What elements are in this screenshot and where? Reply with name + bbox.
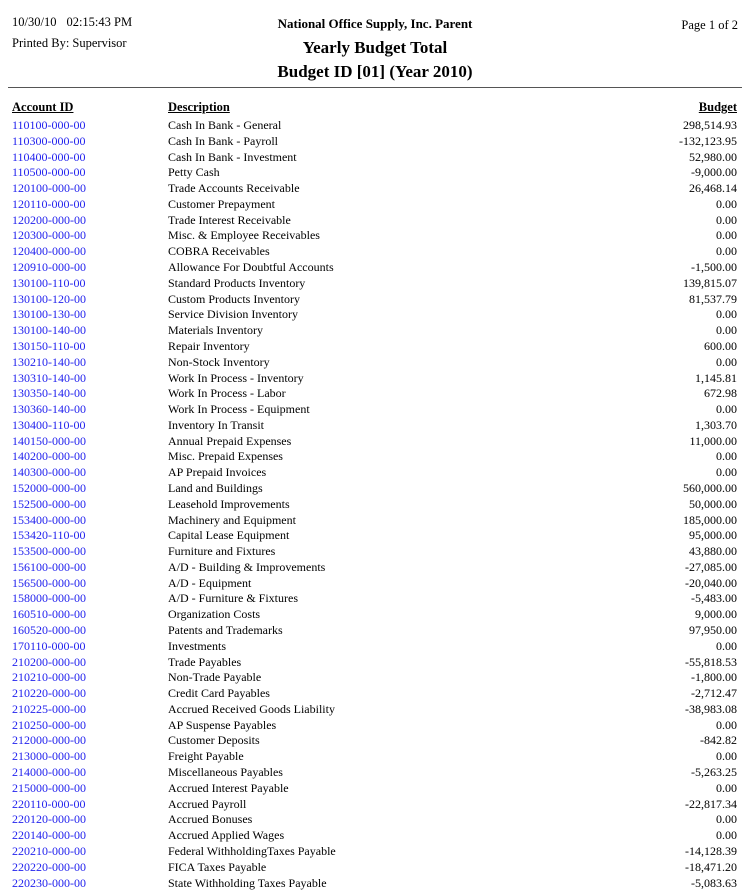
column-header-description: Description (168, 100, 230, 114)
account-id-link[interactable]: 170110-000-00 (12, 638, 86, 653)
account-description: Federal WithholdingTaxes Payable (168, 843, 336, 858)
company-name: National Office Supply, Inc. Parent (277, 16, 473, 31)
budget-amount: -14,128.39 (685, 843, 737, 858)
budget-amount: 9,000.00 (695, 607, 737, 622)
account-description: AP Suspense Payables (168, 717, 277, 732)
budget-amount: -1,500.00 (691, 260, 737, 275)
report-title: Yearly Budget Total (302, 38, 448, 57)
budget-amount: 0.00 (716, 354, 737, 369)
account-description: Accrued Interest Payable (168, 780, 289, 795)
account-description: Patents and Trademarks (168, 623, 283, 637)
account-description: Trade Payables (168, 654, 242, 669)
account-id-link[interactable]: 130210-140-00 (12, 354, 86, 369)
print-date: 10/30/10 (12, 15, 57, 29)
account-id-link[interactable]: 110400-000-00 (12, 149, 86, 164)
table-row (0, 513, 750, 529)
table-row (0, 402, 750, 418)
account-id-link[interactable]: 130310-140-00 (12, 370, 86, 385)
account-id-link[interactable]: 153500-000-00 (12, 544, 86, 559)
table-row (0, 386, 750, 402)
account-description: Trade Accounts Receivable (168, 181, 300, 196)
table-row (0, 449, 750, 465)
budget-amount: -18,471.20 (685, 859, 737, 874)
account-id-link[interactable]: 210250-000-00 (12, 717, 86, 732)
account-id-link[interactable]: 140200-000-00 (12, 449, 86, 464)
account-id-link[interactable]: 120400-000-00 (12, 244, 86, 259)
account-id-link[interactable]: 220140-000-00 (12, 828, 86, 843)
account-description: Accrued Payroll (168, 796, 247, 811)
account-description: Furniture and Fixtures (168, 544, 276, 559)
table-row (0, 718, 750, 734)
account-id-link[interactable]: 152000-000-00 (12, 480, 86, 495)
account-id-link[interactable]: 140150-000-00 (12, 433, 86, 448)
account-id-link[interactable]: 110500-000-00 (12, 165, 86, 180)
table-row (0, 702, 750, 718)
budget-amount: -1,800.00 (691, 670, 737, 685)
table-row (0, 544, 750, 560)
account-description: Non-Stock Inventory (168, 354, 270, 369)
budget-amount: 95,000.00 (689, 528, 737, 543)
account-description: Work In Process - Equipment (168, 402, 310, 417)
account-description: Customer Prepayment (168, 196, 275, 211)
account-id-link[interactable]: 110100-000-00 (12, 118, 86, 132)
table-row (0, 197, 750, 213)
account-description: A/D - Equipment (168, 575, 252, 590)
report-subtitle: Budget ID [01] (Year 2010) (277, 62, 473, 81)
account-description: Annual Prepaid Expenses (168, 433, 292, 448)
table-row (0, 481, 750, 497)
budget-amount: 0.00 (716, 244, 737, 259)
account-description: Service Division Inventory (168, 307, 298, 322)
account-id-link[interactable]: 210220-000-00 (12, 686, 86, 701)
budget-amount: 0.00 (716, 812, 737, 827)
account-id-link[interactable]: 156100-000-00 (12, 559, 86, 574)
account-description: Work In Process - Inventory (168, 370, 304, 385)
account-id-link[interactable]: 120110-000-00 (12, 196, 86, 211)
budget-amount: -132,123.95 (679, 133, 737, 148)
account-description: Custom Products Inventory (168, 291, 300, 306)
account-description: Accrued Received Goods Liability (168, 701, 335, 716)
table-row (0, 576, 750, 592)
account-id-link[interactable]: 160520-000-00 (12, 623, 86, 637)
account-description: Freight Payable (168, 749, 244, 764)
table-row (0, 181, 750, 197)
account-id-link[interactable]: 153420-110-00 (12, 528, 86, 543)
account-description: Cash In Bank - Payroll (168, 133, 278, 148)
account-id-link[interactable]: 120200-000-00 (12, 212, 86, 227)
account-description: Miscellaneous Payables (168, 765, 283, 780)
table-row (0, 307, 750, 323)
account-description: Trade Interest Receivable (168, 212, 291, 227)
account-id-link[interactable]: 210225-000-00 (12, 701, 86, 716)
table-row (0, 434, 750, 450)
account-id-link[interactable]: 130400-110-00 (12, 417, 86, 432)
budget-amount: -5,483.00 (691, 591, 737, 606)
table-row (0, 733, 750, 749)
account-id-link[interactable]: 130360-140-00 (12, 402, 86, 417)
column-header-account-id: Account ID (12, 100, 74, 114)
table-row (0, 150, 750, 166)
account-id-link[interactable]: 156500-000-00 (12, 575, 86, 590)
budget-amount: -55,818.53 (685, 654, 737, 669)
account-id-link[interactable]: 130150-110-00 (12, 338, 86, 353)
account-description: Inventory In Transit (168, 417, 264, 432)
table-row (0, 781, 750, 797)
budget-amount: 0.00 (716, 307, 737, 322)
account-id-link[interactable]: 130100-130-00 (12, 307, 86, 322)
account-description: Petty Cash (168, 165, 220, 180)
account-id-link[interactable]: 215000-000-00 (12, 780, 86, 795)
account-description: Misc. Prepaid Expenses (168, 449, 283, 464)
budget-amount: 185,000.00 (683, 512, 737, 527)
account-id-link[interactable]: 210200-000-00 (12, 654, 86, 669)
budget-amount: 97,950.00 (689, 623, 737, 637)
account-description: Credit Card Payables (168, 686, 270, 701)
print-time: 02:15:43 PM (66, 15, 133, 29)
account-id-link[interactable]: 110300-000-00 (12, 133, 86, 148)
account-id-link[interactable]: 130100-110-00 (12, 275, 86, 290)
account-description: Land and Buildings (168, 480, 263, 495)
account-description: FICA Taxes Payable (168, 859, 267, 874)
table-row (0, 355, 750, 371)
account-id-link[interactable]: 220230-000-00 (12, 875, 86, 890)
page-number-label: Page 1 of 2 (681, 18, 738, 32)
account-description: Work In Process - Labor (168, 386, 286, 401)
table-row (0, 323, 750, 339)
table-row (0, 655, 750, 671)
table-row (0, 591, 750, 607)
budget-amount: 43,880.00 (689, 544, 737, 559)
account-description: Accrued Applied Wages (168, 828, 285, 843)
budget-amount: -9,000.00 (691, 165, 737, 180)
account-description: Customer Deposits (168, 733, 260, 748)
budget-amount: 0.00 (716, 717, 737, 732)
table-row (0, 812, 750, 828)
budget-amount: 81,537.79 (689, 291, 737, 306)
budget-amount: -5,263.25 (691, 765, 737, 780)
table-row (0, 213, 750, 229)
budget-amount: 0.00 (716, 465, 737, 480)
budget-amount: 1,303.70 (695, 417, 737, 432)
account-id-link[interactable]: 220220-000-00 (12, 859, 86, 874)
table-row (0, 228, 750, 244)
table-row (0, 118, 750, 134)
budget-amount: 0.00 (716, 228, 737, 243)
account-description: Non-Trade Payable (168, 670, 262, 685)
table-row (0, 165, 750, 181)
budget-amount: 672.98 (704, 386, 737, 401)
account-id-link[interactable]: 153400-000-00 (12, 512, 86, 527)
budget-amount: 0.00 (716, 780, 737, 795)
account-id-link[interactable]: 220120-000-00 (12, 812, 86, 827)
table-row (0, 844, 750, 860)
table-row (0, 371, 750, 387)
account-id-link[interactable]: 120100-000-00 (12, 181, 86, 196)
account-description: Cash In Bank - Investment (168, 149, 297, 164)
budget-amount: 0.00 (716, 323, 737, 338)
account-description: State Withholding Taxes Payable (168, 875, 327, 890)
account-id-link[interactable]: 220210-000-00 (12, 843, 86, 858)
table-row (0, 686, 750, 702)
table-row (0, 134, 750, 150)
account-id-link[interactable]: 140300-000-00 (12, 465, 86, 480)
table-row (0, 339, 750, 355)
account-id-link[interactable]: 160510-000-00 (12, 607, 86, 622)
column-header-budget: Budget (698, 100, 737, 114)
account-description: Leasehold Improvements (168, 496, 290, 511)
account-description: Accrued Bonuses (168, 812, 253, 827)
account-description: Allowance For Doubtful Accounts (168, 260, 334, 275)
budget-amount: 11,000.00 (689, 433, 737, 448)
budget-amount: -22,817.34 (685, 796, 737, 811)
table-row (0, 607, 750, 623)
budget-amount: 1,145.81 (695, 370, 737, 385)
table-row (0, 860, 750, 876)
account-description: Misc. & Employee Receivables (168, 228, 320, 243)
table-row (0, 765, 750, 781)
budget-amount: 139,815.07 (683, 275, 737, 290)
table-row (0, 497, 750, 513)
account-id-link[interactable]: 210210-000-00 (12, 670, 86, 685)
account-description: Materials Inventory (168, 323, 263, 338)
account-description: Organization Costs (168, 607, 261, 622)
budget-amount: -27,085.00 (685, 559, 737, 574)
budget-amount: -842.82 (700, 733, 737, 748)
budget-amount: 560,000.00 (683, 480, 737, 495)
account-id-link[interactable]: 130100-140-00 (12, 323, 86, 338)
budget-amount: 0.00 (716, 196, 737, 211)
account-id-link[interactable]: 120910-000-00 (12, 260, 86, 275)
account-description: A/D - Building & Improvements (168, 559, 326, 574)
account-id-link[interactable]: 120300-000-00 (12, 228, 86, 243)
account-id-link[interactable]: 130350-140-00 (12, 386, 86, 401)
header-divider (8, 87, 742, 88)
table-row (0, 528, 750, 544)
budget-amount: 0.00 (716, 212, 737, 227)
account-id-link[interactable]: 213000-000-00 (12, 749, 86, 764)
table-row (0, 670, 750, 686)
account-id-link[interactable]: 220110-000-00 (12, 796, 86, 811)
table-row (0, 292, 750, 308)
budget-amount: 0.00 (716, 449, 737, 464)
account-description: COBRA Receivables (168, 244, 270, 259)
column-header-row (0, 100, 750, 116)
budget-amount: 298,514.93 (683, 118, 737, 132)
account-description: Standard Products Inventory (168, 275, 306, 290)
account-description: Investments (168, 638, 226, 653)
table-row (0, 418, 750, 434)
table-row (0, 560, 750, 576)
budget-amount: 50,000.00 (689, 496, 737, 511)
budget-amount: -5,083.63 (691, 875, 737, 890)
budget-amount: -20,040.00 (685, 575, 737, 590)
account-description: AP Prepaid Invoices (168, 465, 267, 480)
table-row (0, 276, 750, 292)
budget-amount: -2,712.47 (691, 686, 737, 701)
account-id-link[interactable]: 130100-120-00 (12, 291, 86, 306)
account-id-link[interactable]: 152500-000-00 (12, 496, 86, 511)
table-row (0, 623, 750, 639)
table-row (0, 749, 750, 765)
account-description: Machinery and Equipment (168, 512, 296, 527)
account-description: Capital Lease Equipment (168, 528, 290, 543)
account-id-link[interactable]: 214000-000-00 (12, 765, 86, 780)
budget-amount: 0.00 (716, 402, 737, 417)
account-description: A/D - Furniture & Fixtures (168, 591, 298, 606)
budget-amount: 0.00 (716, 828, 737, 843)
printed-by-label: Printed By: Supervisor (12, 36, 127, 50)
budget-amount: 26,468.14 (689, 181, 737, 196)
budget-amount: 0.00 (716, 638, 737, 653)
table-row (0, 828, 750, 844)
table-row (0, 639, 750, 655)
table-row (0, 465, 750, 481)
account-id-link[interactable]: 212000-000-00 (12, 733, 86, 748)
account-description: Cash In Bank - General (168, 118, 282, 132)
account-id-link[interactable]: 158000-000-00 (12, 591, 86, 606)
table-row (0, 244, 750, 260)
table-row (0, 260, 750, 276)
budget-amount: -38,983.08 (685, 701, 737, 716)
account-description: Repair Inventory (168, 338, 250, 353)
budget-amount: 600.00 (704, 338, 737, 353)
budget-table-body (0, 118, 750, 891)
table-row (0, 797, 750, 813)
budget-amount: 0.00 (716, 749, 737, 764)
table-row (0, 876, 750, 892)
budget-amount: 52,980.00 (689, 149, 737, 164)
